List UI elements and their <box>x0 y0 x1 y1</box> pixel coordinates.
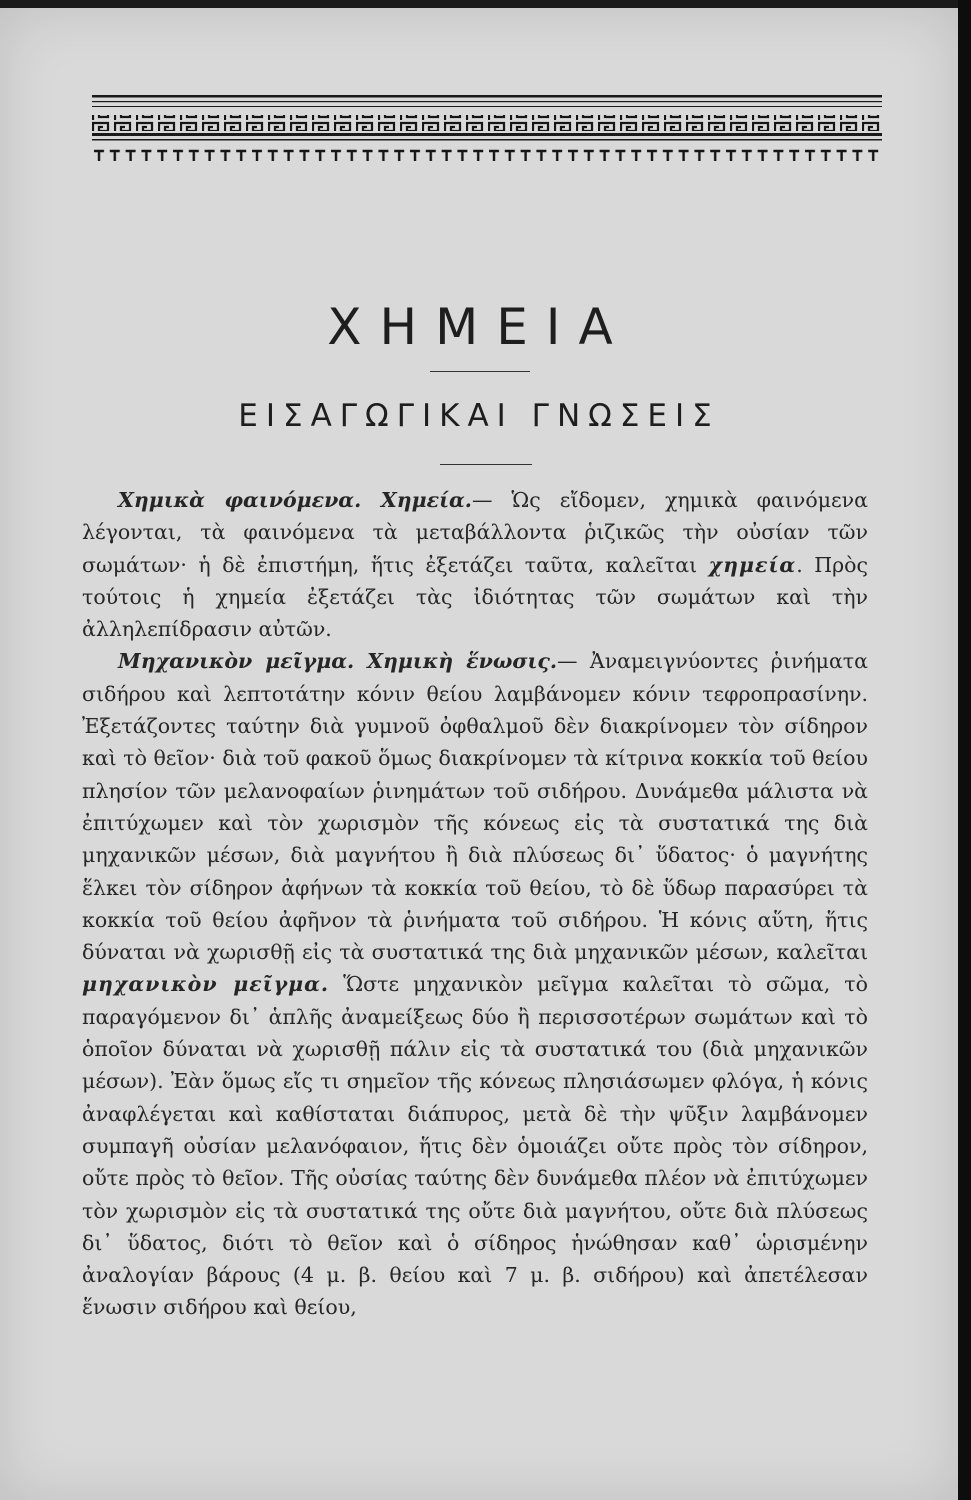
paragraph <box>82 645 868 1323</box>
emphasized-term: χημεία <box>708 552 797 577</box>
greek-key-ornament <box>92 93 882 173</box>
paragraph-text: Ὥστε μηχανικὸν μεῖγμα καλεῖται τὸ σῶμα, τὸ παραγόμενον δι᾽ ἁπλῆς ἀναμείξεως δύο ἢ περισσοτέρων σωμάτων καὶ τὸ ὁποῖον δύναται νὰ χωρισθῇ πάλιν εἰς τὰ συστατικά του (διὰ μηχανικῶν μέσων). Ἐὰν ὅμως εἴς τι σημεῖον τῆς κόνεως πλησιάσωμεν φλόγα, ἡ κόνις ἀναφλέγεται καὶ καθίσταται διάπυρος, μετὰ δὲ τὴν ψῦξιν λαμβάνομεν συμπαγῆ οὐσίαν μελανόφαιον, ἥτις δὲν ὁμοιάζει οὔτε πρὸς τὸν σίδηρον, οὔτε πρὸς τὸ θεῖον. Τῆς οὐσίας ταύτης δὲν δυνάμεθα πλέον νὰ ἐπιτύχωμεν τὸν χωρισμὸν εἰς τὰ συστατικά της οὔτε διὰ μαγνήτου, οὔτε διὰ πλύσεως δι᾽ ὕδατος, διότι τὸ θεῖον καὶ ὁ σίδηρος ἡνώθησαν καθ᾽ ὡρισμένην ἀναλογίαν βάρους (4 μ. β. θείου καὶ 7 μ. β. σιδήρου) καὶ ἀπετέλεσαν ἕνωσιν σιδήρου καὶ θείου, <box>82 972 868 1320</box>
heading-dash: — <box>471 488 512 512</box>
page-title: ΧΗΜΕΙΑ <box>327 298 631 356</box>
emphasized-term: μηχανικὸν μεῖγμα. <box>82 972 330 997</box>
heading-dash: — <box>557 649 590 674</box>
paragraph-text: . Πρὸς τούτοις ἡ χημεία ἐξετάζει τὰς ἰδιότητας τῶν σωμάτων καὶ τὴν ἀλληλεπίδρασιν αὐτῶν. <box>82 552 868 642</box>
paragraph-text: Ἀναμειγνύοντες ῥινήματα σιδήρου καὶ λεπτοτάτην κόνιν θείου λαμβάνομεν κόνιν τεφροπρασίνην. Ἐξετάζοντες ταύτην διὰ γυμνοῦ ὀφθαλμοῦ δὲν διακρίνομεν τὸν σίδηρον καὶ τὸ θεῖον· διὰ τοῦ φακοῦ ὅμως διακρίνομεν τὰ κίτρινα κοκκία τοῦ θείου πλησίον τῶν μελανοφαίων ῥινημάτων τοῦ σιδήρου. Δυνάμεθα μάλιστα νὰ ἐπιτύχωμεν καὶ τὸν χωρισμὸν τῆς κόνεως εἰς τὰ συστατικά της διὰ μηχανικῶν μέσων, διὰ μαγνήτου ἢ διὰ πλύσεως δι᾽ ὕδατος· ὁ μαγνήτης ἕλκει τὸν σίδηρον ἀφήνων τὰ κοκκία τοῦ θείου, τὸ δὲ ὕδωρ παρασύρει τὰ κοκκία τοῦ θείου ἀφῆνον τὰ ῥινήματα τοῦ σιδήρου. Ἡ κόνις αὕτη, ἥτις δύναται νὰ χωρισθῇ εἰς τὰ συστατικά της διὰ μηχανικῶν μέσων, καλεῖται <box>82 649 868 965</box>
chapter-subtitle: ΕΙΣΑΓΩΓΙΚΑΙ ΓΝΩΣΕΙΣ <box>238 398 720 434</box>
paragraph-heading: Χημικὰ φαινόμενα. Χημεία. <box>118 488 472 512</box>
body-text <box>82 484 868 1324</box>
paragraph-text: Ὡς εἴδομεν, χημικὰ φαινόμενα λέγονται, τὰ φαινόμενα τὰ μεταβάλλοντα ῥιζικῶς τὴν οὐσίαν τῶν σωμάτων· ἡ δὲ ἐπιστήμη, ἥτις ἐξετάζει ταῦτα, καλεῖται <box>82 488 868 577</box>
title-divider <box>430 371 530 372</box>
book-spine-edge <box>958 0 971 1500</box>
paragraph-heading: Μηχανικὸν μεῖγμα. Χημικὴ ἕνωσις. <box>118 649 557 674</box>
subtitle-divider <box>440 464 532 465</box>
book-page <box>0 8 958 1500</box>
paragraph <box>82 484 868 645</box>
